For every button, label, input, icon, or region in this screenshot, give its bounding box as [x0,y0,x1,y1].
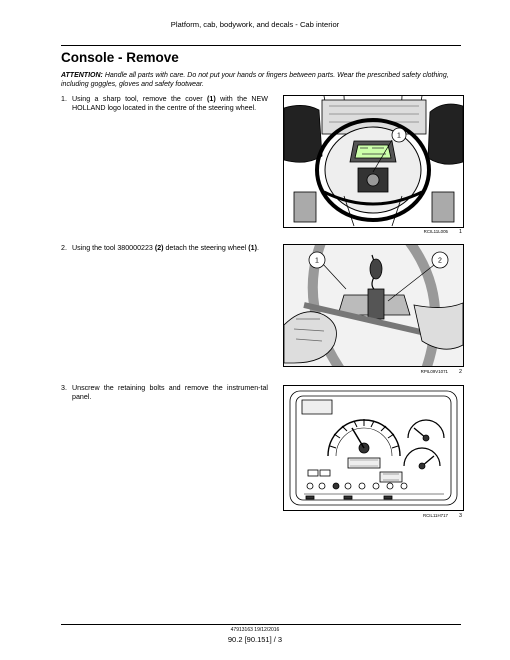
step-number: 2. [61,244,67,252]
figure-number: 1 [459,229,462,235]
step-1 [61,95,268,113]
step-text: Using the tool 380000223 (2) detach the steering wheel (1). [72,244,259,252]
figure-code: RCIL11H717 [422,513,448,518]
figure-code: RCIL11L005 [423,229,448,234]
figure-3-caption [283,513,462,519]
callout-label: 1 [397,132,401,140]
page-title: Console - Remove [61,50,179,65]
puller-tool-illustration [284,245,463,366]
attention-label: ATTENTION: [61,72,103,79]
attention-note [61,71,464,89]
step-number: 1. [61,95,67,103]
header-rule [61,45,461,46]
step-2 [61,244,268,253]
page-header: Platform, cab, bodywork, and decals - Cab interior [170,20,340,29]
figure-2-caption [283,369,462,375]
footer-rule [61,624,461,625]
figure-number: 3 [459,513,462,519]
document-reference: 47913163 19/12/2016 [230,627,280,633]
callout-label: 1 [315,257,319,265]
step-number: 3. [61,384,67,392]
figure-instrument-panel [283,385,464,511]
figure-steering-wheel-cover [283,95,464,228]
figure-number: 2 [459,369,462,375]
steering-wheel-illustration [284,96,463,227]
step-text: Unscrew the retaining bolts and remove the instrumen-tal panel. [72,384,268,402]
page-number: 90.2 [90.151] / 3 [227,635,283,644]
figure-code: RPIL09V1071 [420,369,448,374]
step-text: Using a sharp tool, remove the cover (1) with the NEW HOLLAND logo located in the centre of the steering wheel. [72,95,268,113]
attention-text: Handle all parts with care. Do not put your hands or fingers between parts. Wear the prescribed safety clothing, including goggles, gloves and safety footwear. [61,72,449,89]
figure-1-caption [283,229,462,235]
callout-label: 2 [438,257,442,265]
step-3 [61,384,268,402]
instrument-panel-illustration [284,386,463,510]
figure-steering-wheel-puller [283,244,464,367]
